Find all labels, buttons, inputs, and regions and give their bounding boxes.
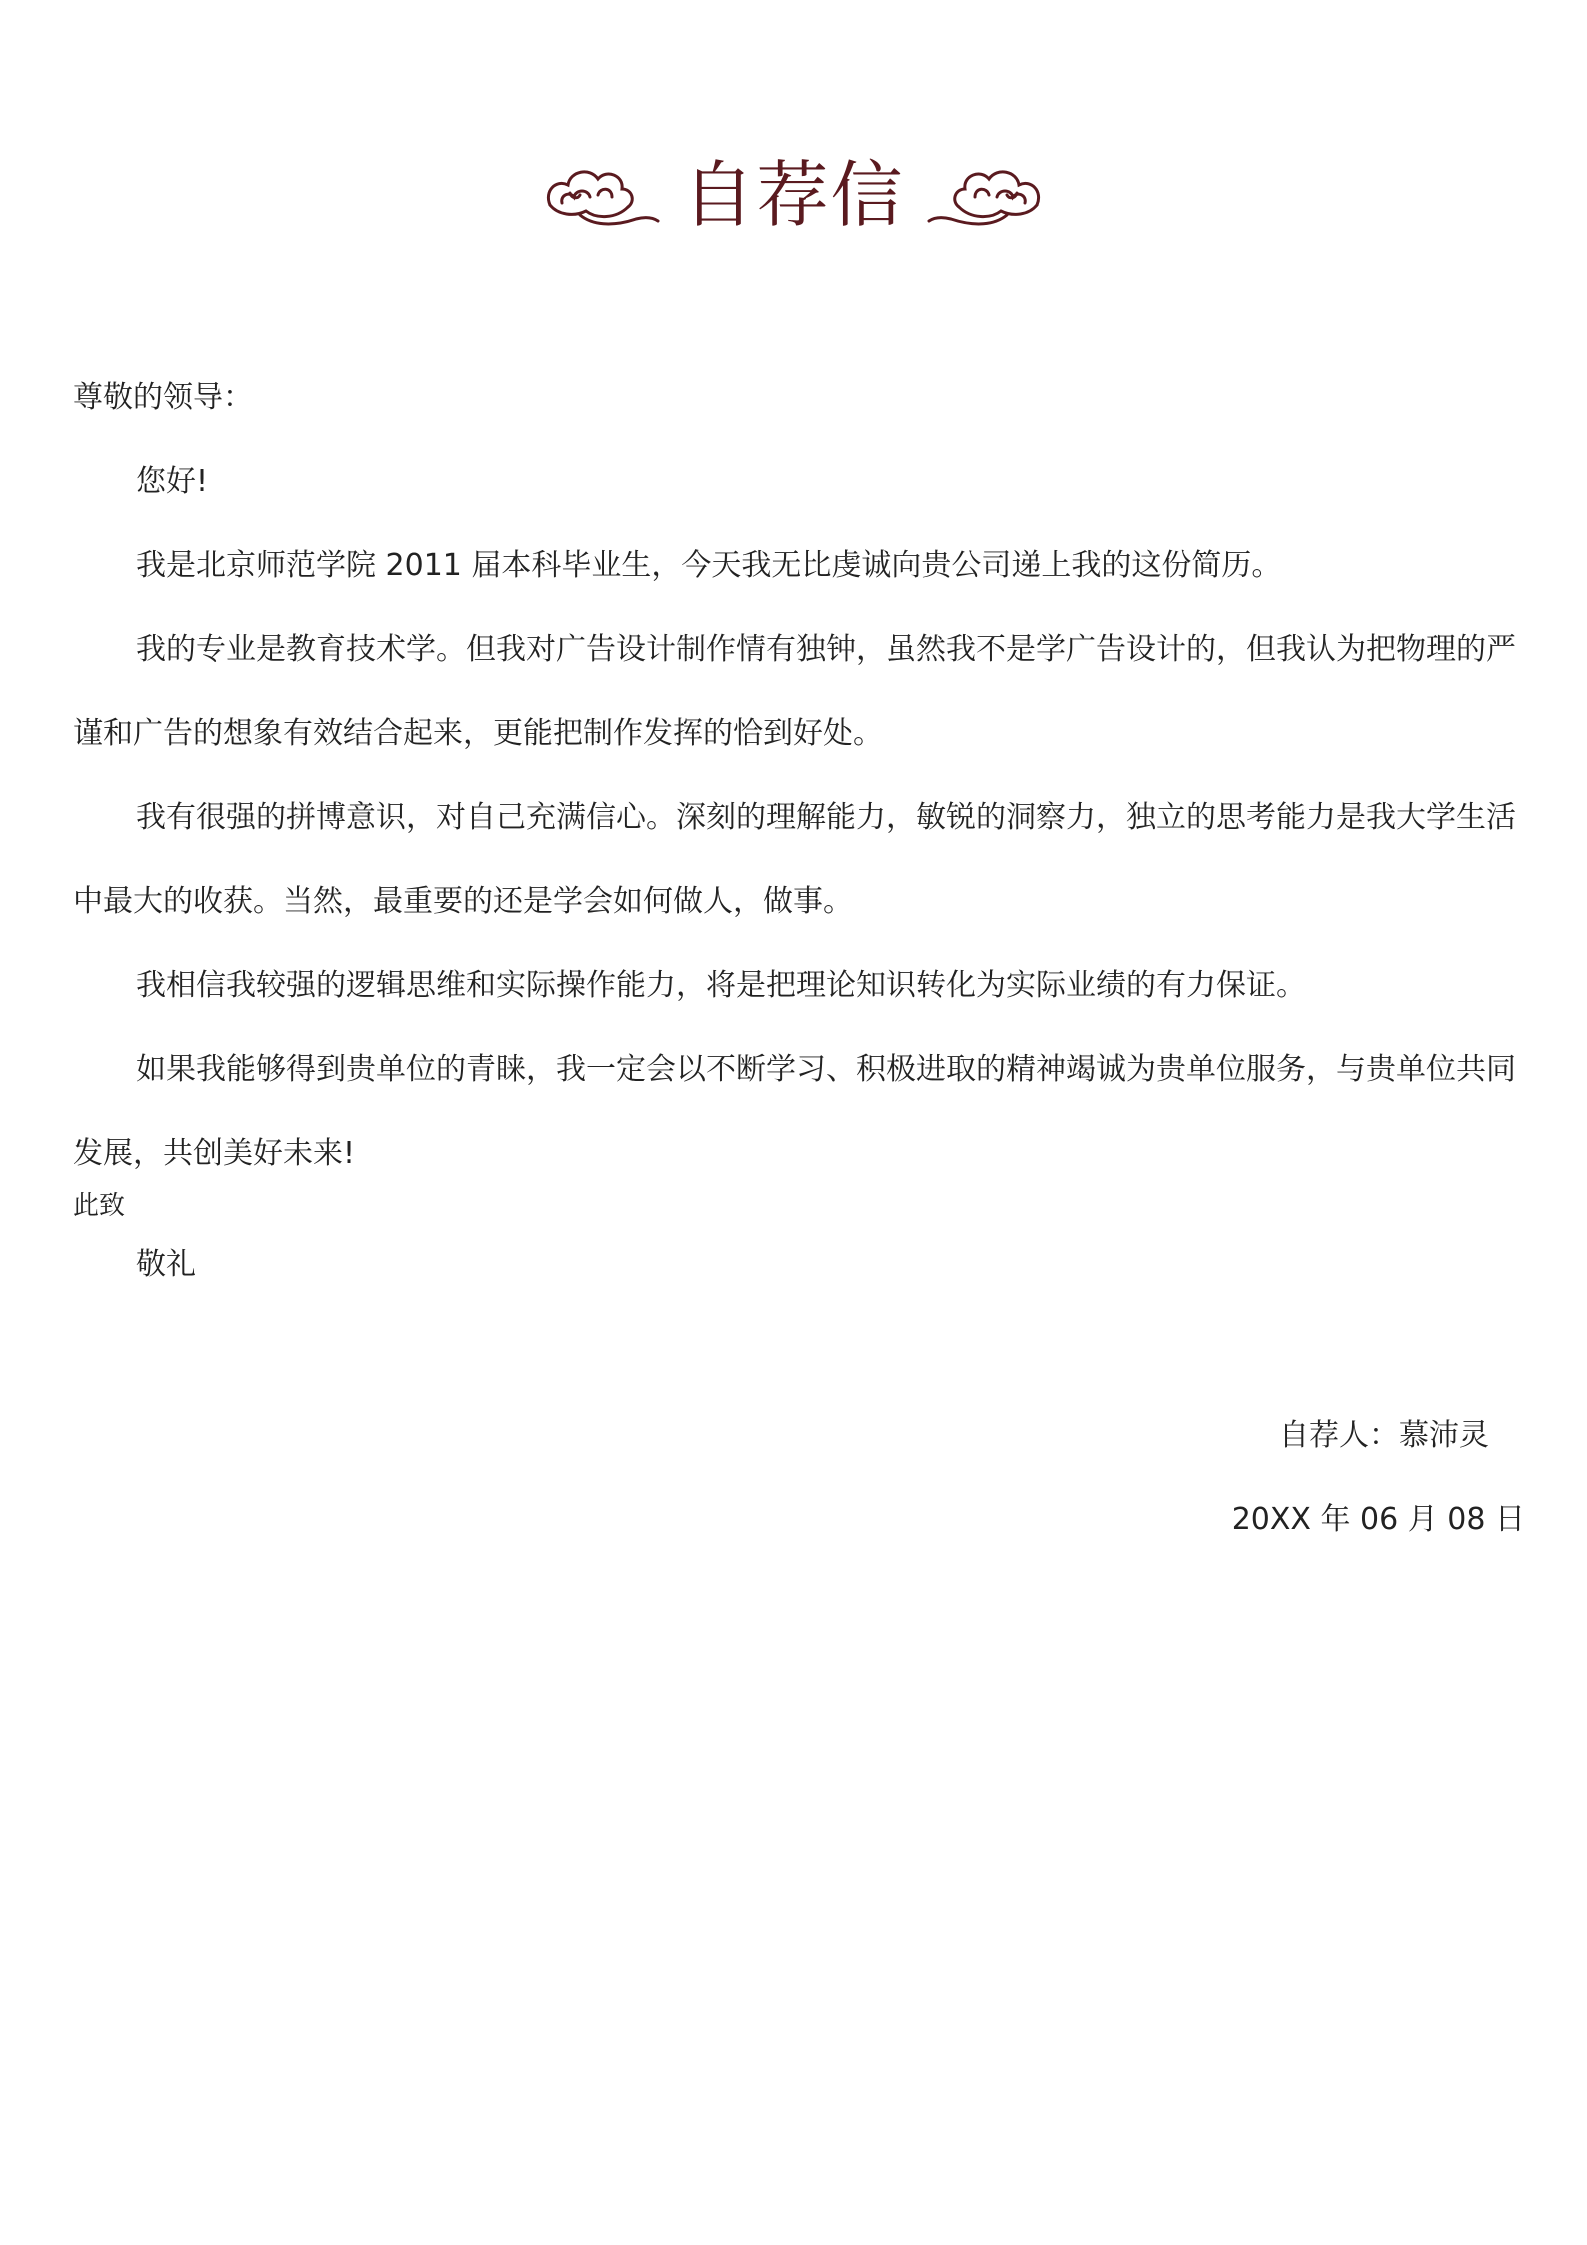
closing-line-2: 敬礼 — [136, 1247, 196, 1282]
paragraph-4: 我相信我较强的逻辑思维和实际操作能力，将是把理论知识转化为实际业绩的有力保证。 — [136, 968, 1306, 1003]
signer: 自荐人：慕沛灵 — [1279, 1418, 1489, 1453]
paragraph-3: 我有很强的拼博意识，对自己充满信心。深刻的理解能力，敏锐的洞察力，独立的思考能力是我大学生活中最大的收获。当然，最重要的还是学会如何做人，做事。 — [73, 800, 1516, 919]
cloud-ornament-icon — [927, 155, 1047, 235]
cloud-ornament-icon — [540, 155, 660, 235]
salutation: 尊敬的领导： — [73, 380, 253, 415]
page-title: 自荐信 — [682, 153, 905, 237]
paragraph-1: 我是北京师范学院 2011 届本科毕业生，今天我无比虔诚向贵公司递上我的这份简历。 — [136, 548, 1282, 583]
closing-line-1: 此致 — [73, 1191, 126, 1221]
paragraph-2: 我的专业是教育技术学。但我对广告设计制作情有独钟，虽然我不是学广告设计的，但我认为把物理的严谨和广告的想象有效结合起来，更能把制作发挥的恰到好处。 — [73, 632, 1516, 751]
letter-date: 20XX 年 06 月 08 日 — [1231, 1502, 1525, 1537]
greeting: 您好! — [136, 464, 209, 499]
title-row — [0, 140, 1587, 250]
paragraph-5: 如果我能够得到贵单位的青睐，我一定会以不断学习、积极进取的精神竭诚为贵单位服务，与贵单位共同发展，共创美好未来! — [73, 1052, 1516, 1171]
